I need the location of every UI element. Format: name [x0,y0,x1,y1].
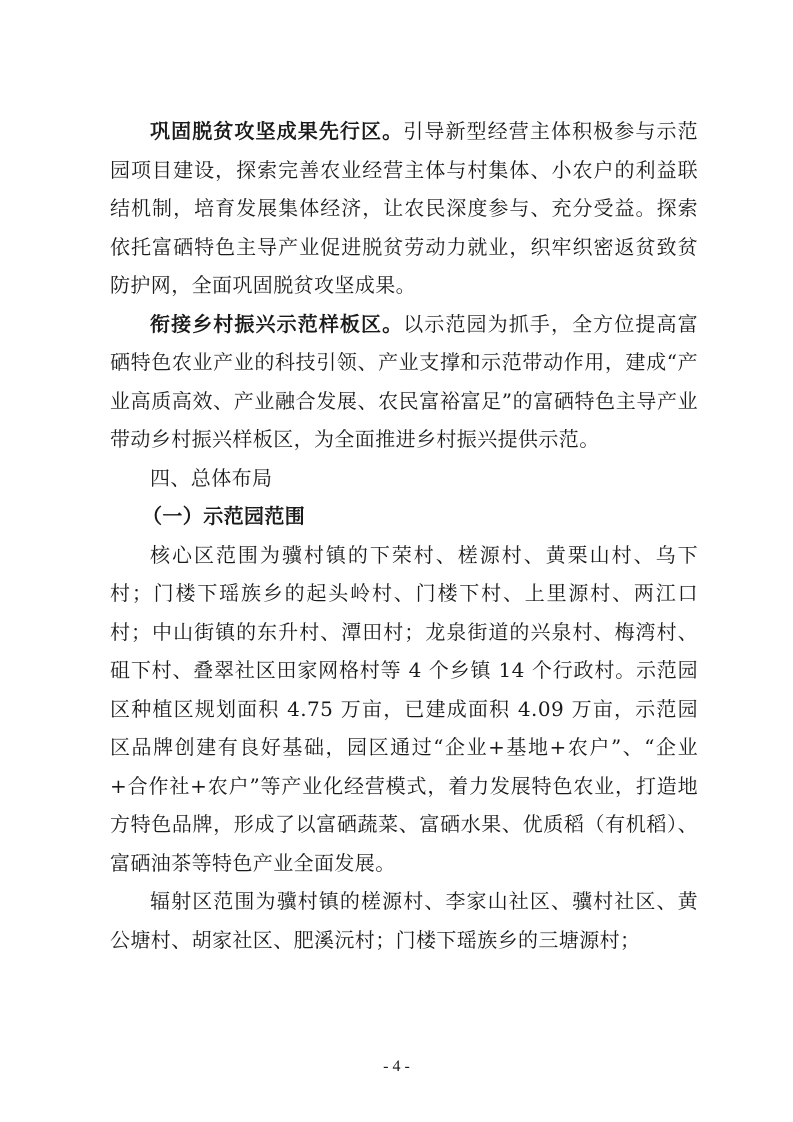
paragraph-core-area: 核心区范围为骥村镇的下荣村、槎源村、黄栗山村、乌下村；门楼下瑶族乡的起头岭村、门楼下村、上里源村、两江口村；中山街镇的东升村、潭田村；龙泉街道的兴泉村、梅湾村、砠下村、叠翠社区田家网格村等 4 个乡镇 14 个行政村。示范园区种植区规划面积 4.75 万亩，已建成面积 4.09 万亩，示范园区品牌创建有良好基础，园区通过“企业+基地+农户”、“企业+合作社+农户”等产业化经营模式，着力发展特色农业，打造地方特色品牌，形成了以富硒蔬菜、富硒水果、优质稻（有机稻）、富硒油茶等特色产业全面发展。 [110,542,698,875]
paragraph-text: 引导新型经营主体积极参与示范园项目建设，探索完善农业经营主体与村集体、小农户的利益联结机制，培育发展集体经济，让农民深度参与、充分受益。探索依托富硒特色主导产业促进脱贫劳动力就业，织牢织密返贫致贫防护网，全面巩固脱贫攻坚成果。 [110,119,698,297]
paragraph-text: 以示范园为抓手，全方位提高富硒特色农业产业的科技引领、产业支撑和示范带动作用，建成“产业高质高效、产业融合发展、农民富裕富足”的富硒特色主导产业带动乡村振兴样板区，为全面推进乡村振兴提供示范。 [110,311,698,451]
paragraph-consolidate-poverty [110,112,698,305]
paragraph-lead-title: 衔接乡村振兴示范样板区。 [150,311,404,336]
paragraph-radiation-area: 辐射区范围为骥村镇的槎源村、李家山社区、骥村社区、黄公塘村、胡家社区、肥溪沅村；门楼下瑶族乡的三塘源村； [110,889,698,952]
page-number: - 4 - [383,1058,410,1075]
section-heading: 四、总体布局 [150,465,273,490]
document-body [110,112,698,959]
paragraph-rural-revitalization [110,305,698,459]
subsection-heading: （一）示范园范围 [142,504,306,528]
paragraph-lead-title: 巩固脱贫攻坚成果先行区。 [150,119,404,143]
